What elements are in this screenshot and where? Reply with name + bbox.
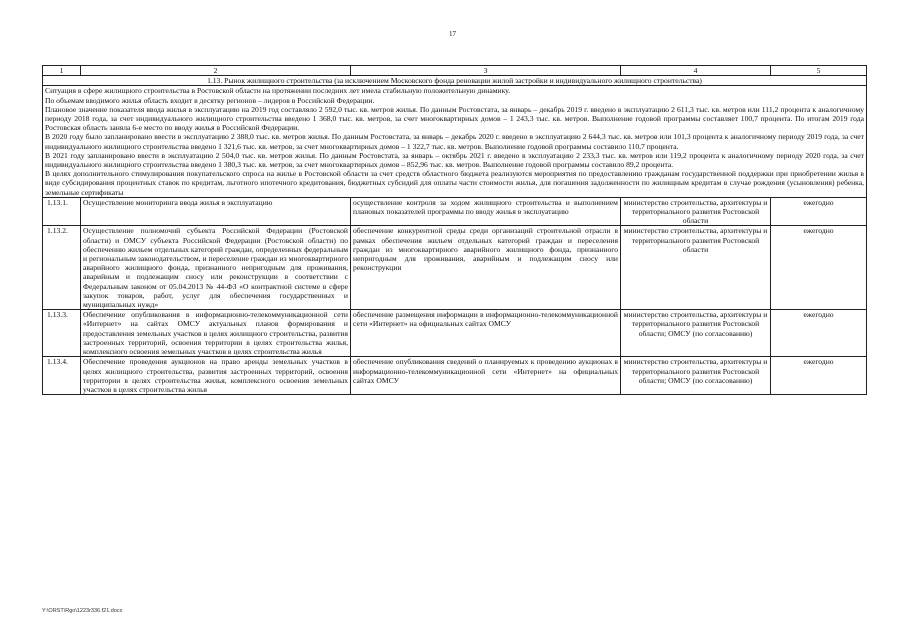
section-title: 1.13. Рынок жилищного строительства (за исключением Московского фонда реновации жилой застройки и индивидуального жилищного строительства) — [43, 76, 867, 86]
row-number: 1.13.2. — [43, 226, 81, 310]
col-header-5: 5 — [771, 66, 867, 76]
intro-paragraph: Плановое значение показателя ввода жилья в эксплуатацию на 2019 год составляло 2 592,0 тыс. кв. метров жилья. По данным Ростовстата, за январь – декабрь 2019 г. введено в эксплуатацию 2 611,3 тыс. кв. метров или 111,2 процента к аналогичному периоду 2018 года, за счет индивидуального жилищного строительства введено 1 368,0 тыс. кв. метров, за счет многоквартирных домов – 1 243,3 тыс. кв. метров. Выполнение годовой программы составляет 100,7 процента. По итогам 2019 года Ростовская область заняла 6-е место по вводу жилья в Российской Федерации. — [45, 104, 864, 133]
measures-table — [42, 65, 867, 395]
column-number-row — [43, 66, 867, 76]
row-term: ежегодно — [771, 197, 867, 226]
row-result: осуществление контроля за ходом жилищного строительства и выполнением плановых показателей программы по вводу жилья в эксплуатацию — [351, 197, 621, 226]
intro-paragraph: В 2020 году было запланировано ввести в эксплуатацию 2 388,0 тыс. кв. метров жилья. По данным Ростовстата, за январь – декабрь 2020 г. введено в эксплуатацию 2 644,3 тыс. кв. метров или 101,3 процента к аналогичному периоду 2019 года, за счет индивидуального жилищного строительства введено 1 321,6 тыс. кв. метров, за счет многоквартирных домов – 1 322,7 тыс. кв. метров. Выполнение годовой программы составило 110,7 процента. — [45, 132, 864, 151]
row-responsible: министерство строительства, архитектуры и территориального развития Ростовской области — [621, 197, 771, 226]
row-responsible: министерство строительства, архитектуры и территориального развития Ростовской области — [621, 226, 771, 310]
intro-paragraph: В 2021 году запланировано ввести в эксплуатацию 2 504,0 тыс. кв. метров жилья. По данным Ростовстата, за январь – октябрь 2021 г. введено в эксплуатацию 2 233,3 тыс. кв. метров или 119,2 процента к аналогичному периоду 2020 года, за счет индивидуального жилищного строительства введено 1 380,3 тыс. кв. метров, за счет многоквартирных домов – 852,96 тыс. кв. метров. Выполнение годовой программы составило 89,2 процента. — [45, 150, 864, 170]
col-header-2: 2 — [81, 66, 351, 76]
row-action: Осуществление мониторинга ввода жилья в эксплуатацию — [81, 197, 351, 226]
intro-paragraph: Ситуация в сфере жилищного строительства в Ростовской области на протяжении последних лет имела стабильную положительную динамику. — [45, 86, 511, 96]
row-responsible: министерство строительства, архитектуры и территориального развития Ростовской области; ОМСУ (по согласованию) — [621, 357, 771, 395]
row-result: обеспечение опубликования сведений о планируемых к проведению аукционах в информационно-телекоммуникационной сети «Интернет» на официальных сайтах ОМСУ — [351, 357, 621, 395]
row-number: 1.13.1. — [43, 197, 81, 226]
table-row — [43, 310, 867, 357]
col-header-3: 3 — [351, 66, 621, 76]
row-term: ежегодно — [771, 226, 867, 310]
intro-text — [43, 86, 867, 197]
file-path-footer: Y:\ORST\Rgo\1223r336.f21.docx — [42, 608, 123, 614]
table-row — [43, 226, 867, 310]
row-action: Осуществление полномочий субъекта Российской Федерации (Ростовской области) и ОМСУ субъекта Российской Федерации (Ростовской области) по обеспечению жильем отдельных категорий граждан, определенных федеральным и региональным законодательством, и переселение граждан из многоквартирного аварийного жилищного фонда, признанного непригодным для проживания, аварийным и подлежащим сносу или реконструкции в соответствии с Федеральным законом от 05.04.2013 № 44-ФЗ «О контрактной системе в сфере закупок товаров, работ, услуг для обеспечения государственных и муниципальных нужд» — [81, 226, 351, 310]
row-responsible: министерство строительства, архитектуры и территориального развития Ростовской области; ОМСУ (по согласованию) — [621, 310, 771, 357]
intro-row — [43, 86, 867, 197]
row-term: ежегодно — [771, 357, 867, 395]
row-number: 1.13.4. — [43, 357, 81, 395]
row-result: обеспечение конкурентной среды среди организаций строительной отрасли в рамках обеспечения жильем отдельных категорий граждан и переселения граждан из многоквартирного аварийного жилищного фонда, признанного непригодным для проживания, аварийным и подлежащим сносу или реконструкции — [351, 226, 621, 310]
row-number: 1.13.3. — [43, 310, 81, 357]
row-result: обеспечение размещения информации в информационно-телекоммуникационной сети «Интернет» на официальных сайтах ОМСУ — [351, 310, 621, 357]
intro-paragraph: По объемам вводимого жилья область входит в десятку регионов – лидеров в Российской Федерации. — [45, 95, 375, 105]
table-row — [43, 357, 867, 395]
section-title-row — [43, 76, 867, 86]
page-number: 17 — [449, 30, 456, 38]
table-row — [43, 197, 867, 226]
row-action: Обеспечение проведения аукционов на право аренды земельных участков в целях жилищного строительства, развития застроенных территорий, освоения территории в целях строительства жилья, комплексного освоения земельных участков в целях строительства жилья — [81, 357, 351, 395]
intro-paragraph: В целях дополнительного стимулирования покупательского спроса на жилье в Ростовской области за счет средств областного бюджета реализуются мероприятия по предоставлению гражданам государственной поддержки при приобретении жилья в виде субсидирования процентных ставок по кредитам, льготного ипотечного кредитования, бюджетных субсидий для оплаты части стоимости жилья, для погашения задолженности по жилищным кредитам в случае рождения (усыновления) ребенка, земельные сертификаты — [45, 169, 864, 197]
col-header-4: 4 — [621, 66, 771, 76]
row-term: ежегодно — [771, 310, 867, 357]
col-header-1: 1 — [43, 66, 81, 76]
row-action: Обеспечение опубликования в информационно-телекоммуникационной сети «Интернет» на сайтах ОМСУ актуальных планов формирования и предоставления земельных участков в целях жилищного строительства, развития застроенных территорий, освоения территории в целях строительства жилья, комплексного освоения земельных участков в целях строительства жилья — [81, 310, 351, 357]
